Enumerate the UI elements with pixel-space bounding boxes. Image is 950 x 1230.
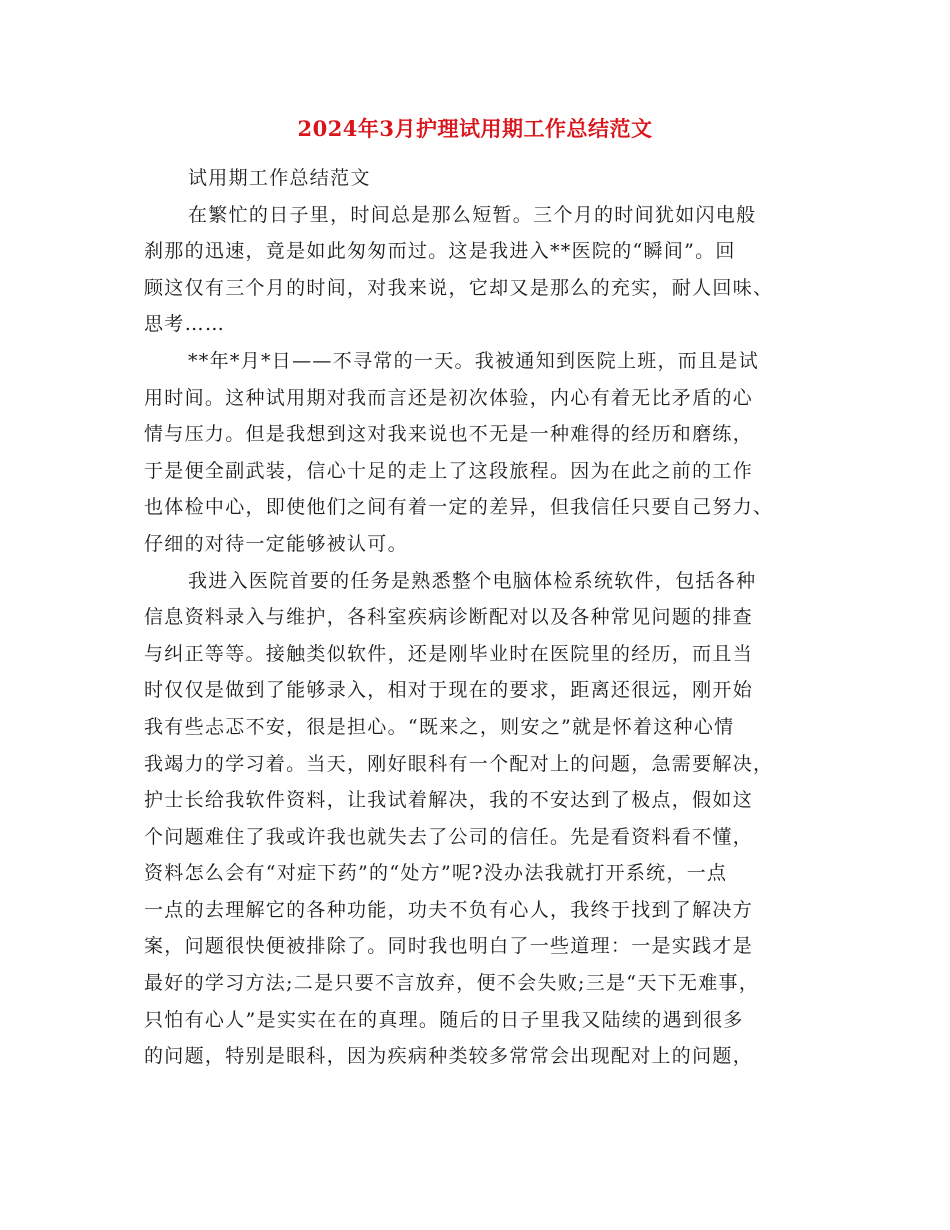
body-line: 仔细的对待一定能够被认可。 [144, 532, 408, 555]
body-line: 个问题难住了我或许我也就失去了公司的信任。先是看资料看不懂， [144, 825, 754, 848]
body-line: 用时间。这种试用期对我而言还是初次体验，内心有着无比矛盾的心 [144, 386, 754, 409]
document-title: 2024年3月护理试用期工作总结范文 [297, 116, 653, 141]
body-line: 最好的学习方法;二是只要不言放弃，便不会失败;三是“天下无难事， [144, 972, 760, 995]
body-line: 在繁忙的日子里，时间总是那么短暂。三个月的时间犹如闪电般 [188, 203, 757, 226]
body-line: 顾这仅有三个月的时间，对我来说，它却又是那么的充实，耐人回味、 [144, 276, 774, 299]
body-line: 的问题，特别是眼科，因为疾病种类较多常常会出现配对上的问题， [144, 1045, 754, 1068]
body-line: 情与压力。但是我想到这对我来说也不无是一种难得的经历和磨练， [144, 423, 754, 446]
body-line: 只怕有心人”是实实在在的真理。随后的日子里我又陆续的遇到很多 [144, 1008, 744, 1031]
body-line: 信息资料录入与维护，各科室疾病诊断配对以及各种常见问题的排查 [144, 606, 754, 629]
body-line: 试用期工作总结范文 [188, 167, 371, 189]
body-line: 思考…… [144, 313, 226, 336]
body-line: 护士长给我软件资料，让我试着解决，我的不安达到了极点，假如这 [144, 789, 754, 812]
document-body [144, 160, 806, 1075]
body-line: 刹那的迅速，竟是如此匆匆而过。这是我进入**医院的“瞬间”。回 [144, 240, 736, 263]
body-line: **年*月*日——不寻常的一天。我被通知到医院上班，而且是试 [188, 349, 760, 372]
body-line: 资料怎么会有“对症下药”的“处方”呢?没办法我就打开系统，一点 [144, 862, 728, 885]
body-line: 也体检中心，即使他们之间有着一定的差异，但我信任只要自己努力、 [144, 496, 774, 519]
body-line: 与纠正等等。接触类似软件，还是刚毕业时在医院里的经历，而且当 [144, 642, 754, 665]
body-line: 我进入医院首要的任务是熟悉整个电脑体检系统软件，包括各种 [188, 569, 757, 592]
body-line: 我竭力的学习着。当天，刚好眼科有一个配对上的问题，急需要解决， [144, 752, 774, 775]
body-line: 我有些忐忑不安，很是担心。“既来之，则安之”就是怀着这种心情 [144, 715, 735, 738]
body-line: 于是便全副武装，信心十足的走上了这段旅程。因为在此之前的工作 [144, 459, 754, 482]
body-line: 案，问题很快便被排除了。同时我也明白了一些道理：一是实践才是 [144, 935, 754, 958]
body-line: 一点的去理解它的各种功能，功夫不负有心人，我终于找到了解决方 [144, 898, 754, 921]
body-line: 时仅仅是做到了能够录入，相对于现在的要求，距离还很远，刚开始 [144, 679, 754, 702]
